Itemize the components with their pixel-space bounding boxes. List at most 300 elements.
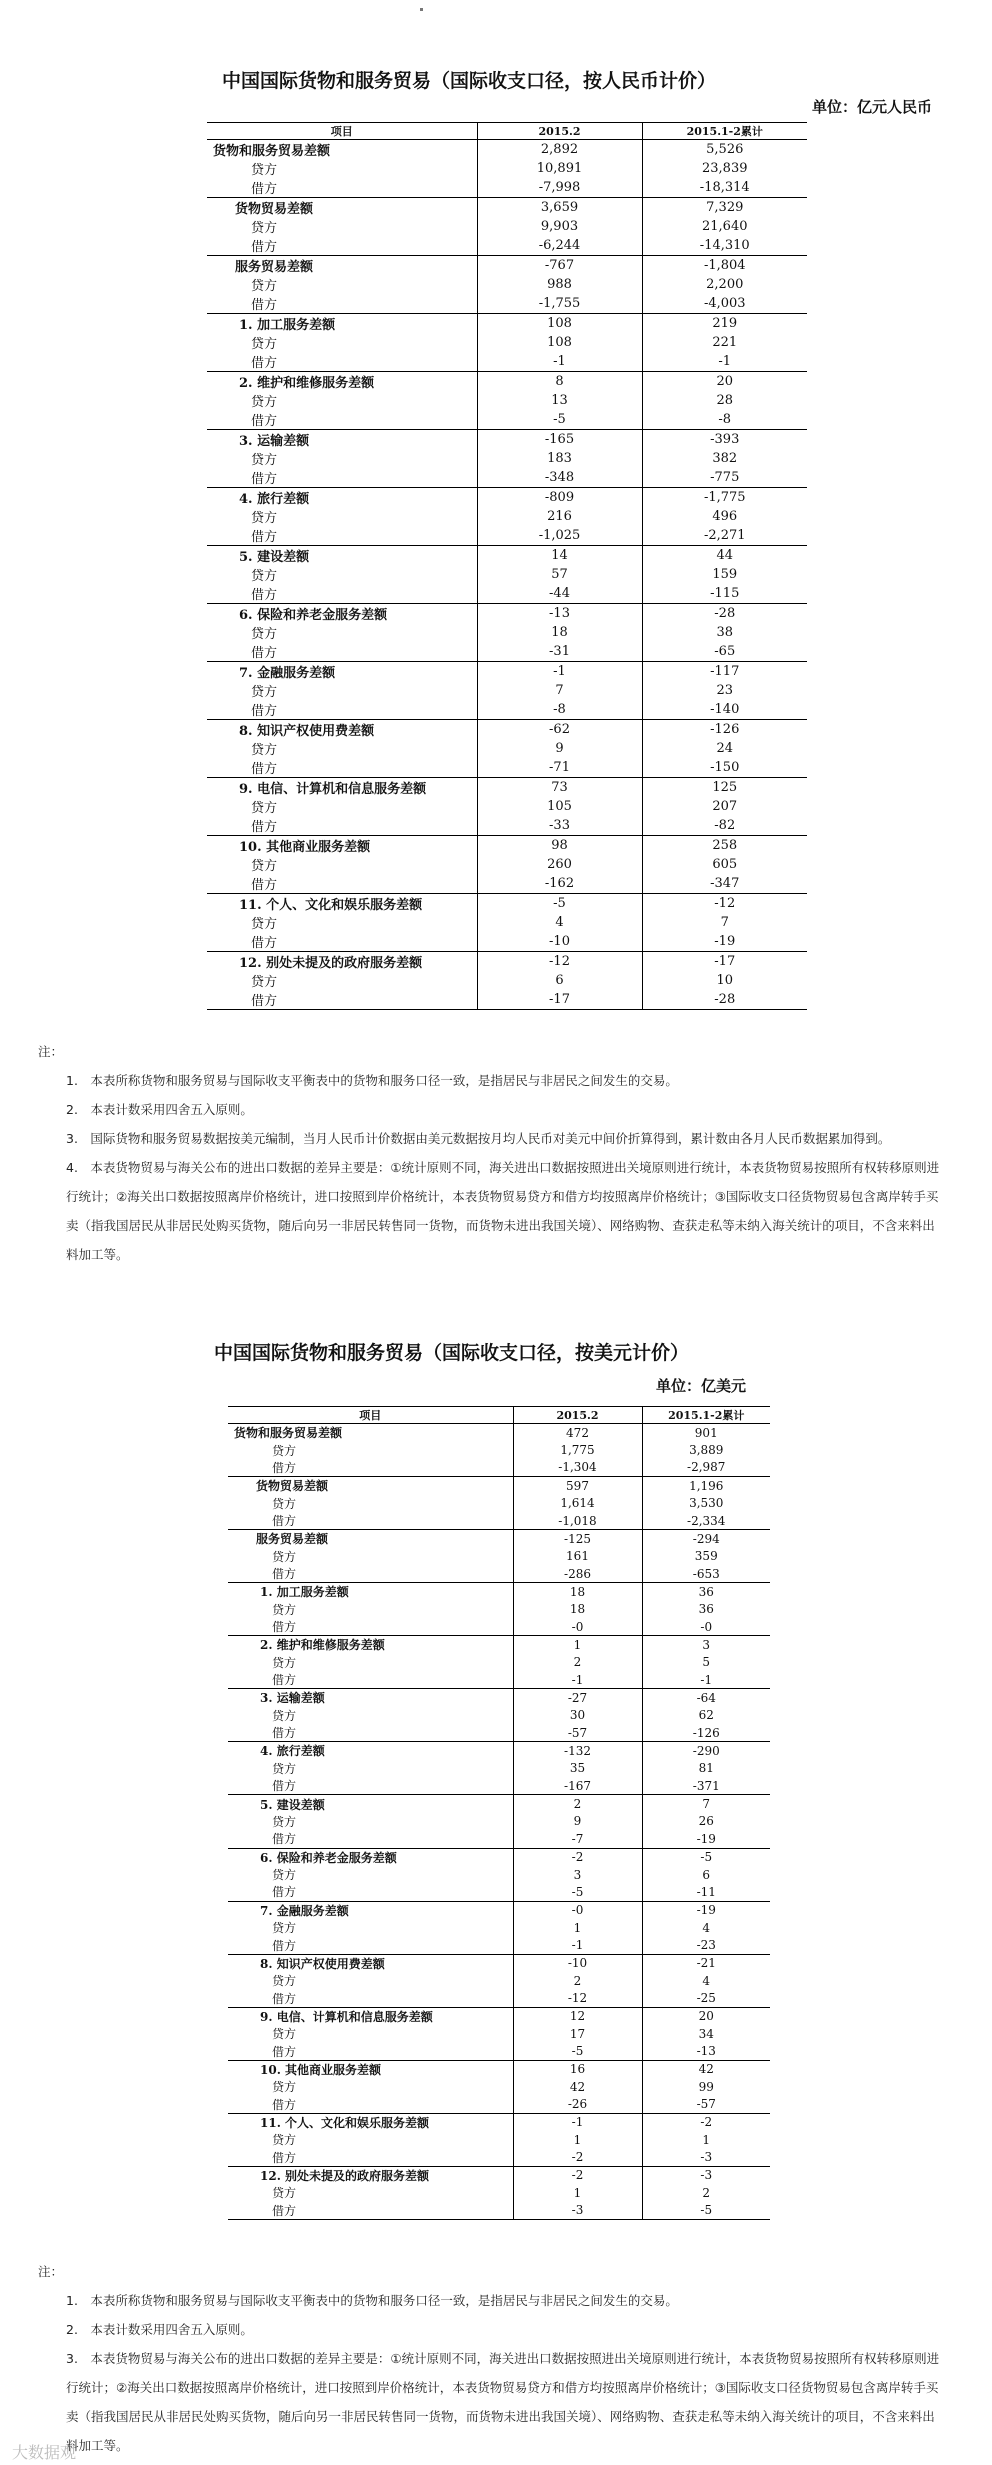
value-cumulative: 125 [642, 778, 807, 798]
table-row [228, 1547, 770, 1565]
header-month: 2015.2 [513, 1407, 642, 1424]
value-month: -10 [513, 1954, 642, 1972]
value-month: 9,903 [477, 217, 642, 236]
value-cumulative: 901 [642, 1424, 770, 1442]
value-cumulative: -2 [642, 2113, 770, 2131]
header-month: 2015.2 [477, 123, 642, 140]
table-row [207, 468, 807, 488]
row-label: 5. 建设差额 [207, 546, 477, 566]
table-row [207, 971, 807, 990]
value-month: 18 [513, 1600, 642, 1618]
value-month: -5 [513, 2043, 642, 2061]
value-cumulative: 23 [642, 681, 807, 700]
value-cumulative: 605 [642, 855, 807, 874]
row-label: 贷方 [272, 1602, 297, 1617]
value-cumulative: 3,530 [642, 1494, 770, 1512]
value-month: 105 [477, 797, 642, 816]
value-month: 16 [513, 2060, 642, 2078]
row-label: 借方 [272, 1514, 297, 1529]
value-cumulative: 3,889 [642, 1441, 770, 1459]
value-month: 7 [477, 681, 642, 700]
value-cumulative: -3 [642, 2149, 770, 2167]
table-row [207, 178, 807, 198]
note-2: 2. 本表计数采用四舍五入原则。 [66, 2322, 253, 2337]
value-month: -12 [477, 952, 642, 972]
table-row [228, 2166, 770, 2184]
value-month: -71 [477, 758, 642, 778]
row-label: 贷方 [251, 395, 278, 410]
value-cumulative: -13 [642, 2043, 770, 2061]
row-label: 借方 [251, 182, 278, 197]
row-label: 借方 [272, 1620, 297, 1635]
table-row [207, 198, 807, 218]
value-cumulative: 6 [642, 1866, 770, 1884]
value-month: -27 [513, 1689, 642, 1707]
value-cumulative: 99 [642, 2078, 770, 2096]
value-month: -132 [513, 1742, 642, 1760]
value-cumulative: 28 [642, 391, 807, 410]
value-month: 1,614 [513, 1494, 642, 1512]
value-cumulative: 36 [642, 1583, 770, 1601]
row-label: 6. 保险和养老金服务差额 [207, 604, 477, 624]
value-month: -809 [477, 488, 642, 508]
row-label: 货物贸易差额 [207, 198, 477, 218]
table-row [207, 990, 807, 1010]
table-row [207, 372, 807, 392]
value-month: -162 [477, 874, 642, 894]
table-row [228, 1830, 770, 1848]
value-cumulative: -371 [642, 1777, 770, 1795]
table-row [228, 1512, 770, 1530]
row-label: 借方 [251, 646, 278, 661]
row-label: 8. 知识产权使用费差额 [228, 1954, 513, 1972]
value-cumulative: 382 [642, 449, 807, 468]
row-label: 贷方 [251, 801, 278, 816]
value-cumulative: -19 [642, 1830, 770, 1848]
row-label: 借方 [251, 240, 278, 255]
watermark-logo: 大数据观 [12, 2443, 77, 2462]
value-cumulative: 1 [642, 2131, 770, 2149]
row-label: 2. 维护和维修服务差额 [228, 1636, 513, 1654]
value-month: -6,244 [477, 236, 642, 256]
table-row [228, 1848, 770, 1866]
row-label: 贷方 [272, 2027, 297, 2042]
value-month: -7 [513, 1830, 642, 1848]
row-label: 借方 [207, 990, 477, 1010]
value-cumulative: 221 [642, 333, 807, 352]
table-row [207, 739, 807, 758]
row-label: 贷方 [272, 2080, 297, 2095]
row-label: 9. 电信、计算机和信息服务差额 [207, 778, 477, 798]
value-cumulative: 24 [642, 739, 807, 758]
rmb-table-body [207, 140, 807, 1010]
table-row [207, 217, 807, 236]
table-row [207, 391, 807, 410]
table-row [207, 294, 807, 314]
value-cumulative: -21 [642, 1954, 770, 1972]
row-label: 10. 其他商业服务差额 [207, 836, 477, 856]
row-label: 贷方 [251, 279, 278, 294]
value-month: 1,775 [513, 1441, 642, 1459]
value-month: 17 [513, 2025, 642, 2043]
table-row [228, 1795, 770, 1813]
row-label: 借方 [251, 762, 278, 777]
row-label: 贷方 [251, 337, 278, 352]
table-row [207, 275, 807, 294]
value-cumulative: 219 [642, 314, 807, 334]
row-label: 11. 个人、文化和娱乐服务差额 [207, 894, 477, 914]
row-label: 借方 [272, 1673, 297, 1688]
table-row [207, 256, 807, 276]
value-cumulative: -3 [642, 2166, 770, 2184]
table-header-row [228, 1407, 770, 1424]
value-month: -286 [513, 1565, 642, 1583]
value-cumulative: 81 [642, 1760, 770, 1778]
row-label: 借方 [272, 1832, 297, 1847]
value-month: 108 [477, 333, 642, 352]
value-cumulative: -23 [642, 1936, 770, 1954]
table-row [207, 681, 807, 700]
row-label: 贷方 [272, 1921, 297, 1936]
value-month: -57 [513, 1724, 642, 1742]
row-label: 借方 [272, 2150, 297, 2165]
value-cumulative: -653 [642, 1565, 770, 1583]
row-label: 借方 [251, 588, 278, 603]
value-month: 98 [477, 836, 642, 856]
value-month: -165 [477, 430, 642, 450]
row-label: 货物和服务贸易差额 [207, 140, 477, 160]
table-row [207, 604, 807, 624]
table-row [228, 2113, 770, 2131]
row-label: 贷方 [251, 627, 278, 642]
value-cumulative: -25 [642, 1990, 770, 2008]
table-row [207, 430, 807, 450]
table-row [228, 2025, 770, 2043]
value-cumulative: -117 [642, 662, 807, 682]
row-label: 贷方 [251, 975, 278, 990]
row-label: 11. 个人、文化和娱乐服务差额 [228, 2113, 513, 2131]
value-cumulative: -8 [642, 410, 807, 430]
value-cumulative: 207 [642, 797, 807, 816]
table-row [228, 1671, 770, 1689]
value-month: 1 [513, 2131, 642, 2149]
value-month: -13 [477, 604, 642, 624]
row-label: 4. 旅行差额 [207, 488, 477, 508]
table-row [207, 449, 807, 468]
value-cumulative: -347 [642, 874, 807, 894]
value-cumulative: -2,271 [642, 526, 807, 546]
table-row [228, 1760, 770, 1778]
value-cumulative: -2,987 [642, 1459, 770, 1477]
value-cumulative: -57 [642, 2096, 770, 2114]
row-label: 9. 电信、计算机和信息服务差额 [228, 2007, 513, 2025]
table-row [207, 642, 807, 662]
value-month: 2 [513, 1653, 642, 1671]
note-2: 2. 本表计数采用四舍五入原则。 [66, 1102, 253, 1117]
value-month: 108 [477, 314, 642, 334]
usd-unit-label: 单位：亿美元 [656, 1377, 747, 1395]
table-row [228, 1883, 770, 1901]
table-row [207, 314, 807, 334]
value-month: 472 [513, 1424, 642, 1442]
value-cumulative: -393 [642, 430, 807, 450]
value-cumulative: -14,310 [642, 236, 807, 256]
value-month: 42 [513, 2078, 642, 2096]
value-cumulative: 1,196 [642, 1477, 770, 1495]
row-label: 贷方 [272, 2133, 297, 2148]
value-month: -2 [513, 1848, 642, 1866]
usd-trade-table [228, 1406, 770, 2220]
value-month: 597 [513, 1477, 642, 1495]
value-month: -1 [477, 662, 642, 682]
table-row [228, 1724, 770, 1742]
row-label: 贷方 [251, 453, 278, 468]
table-row [207, 913, 807, 932]
value-cumulative: -4,003 [642, 294, 807, 314]
value-cumulative: -1,775 [642, 488, 807, 508]
value-cumulative: -5 [642, 1848, 770, 1866]
value-month: 8 [477, 372, 642, 392]
table-row [207, 952, 807, 972]
value-month: 1 [513, 1919, 642, 1937]
row-label: 借方 [272, 1567, 297, 1582]
value-month: 9 [513, 1813, 642, 1831]
table-row [228, 1813, 770, 1831]
value-month: 57 [477, 565, 642, 584]
table-row [228, 1459, 770, 1477]
table-row [207, 352, 807, 372]
value-cumulative: 21,640 [642, 217, 807, 236]
row-label: 借方 [272, 2044, 297, 2059]
value-cumulative: 42 [642, 2060, 770, 2078]
value-cumulative: 4 [642, 1919, 770, 1937]
row-label: 1. 加工服务差额 [207, 314, 477, 334]
value-cumulative: 7 [642, 1795, 770, 1813]
usd-table-title: 中国国际货物和服务贸易（国际收支口径，按美元计价） [214, 1342, 690, 1364]
row-label: 5. 建设差额 [228, 1795, 513, 1813]
table-row [228, 1936, 770, 1954]
value-cumulative: -18,314 [642, 178, 807, 198]
rmb-notes [38, 1037, 943, 1269]
table-row [228, 1618, 770, 1636]
row-label: 12. 别处未提及的政府服务差额 [207, 952, 477, 972]
row-label: 3. 运输差额 [207, 430, 477, 450]
table-row [228, 1777, 770, 1795]
value-month: -348 [477, 468, 642, 488]
usd-table-body [228, 1424, 770, 2220]
value-cumulative: -28 [642, 604, 807, 624]
header-item: 项目 [228, 1407, 513, 1424]
value-cumulative: 26 [642, 1813, 770, 1831]
value-month: -0 [513, 1618, 642, 1636]
value-month: -62 [477, 720, 642, 740]
row-label: 借方 [251, 936, 278, 951]
row-label: 贷方 [272, 1655, 297, 1670]
value-month: 260 [477, 855, 642, 874]
table-row [207, 662, 807, 682]
table-row [228, 1707, 770, 1725]
value-month: 3 [513, 1866, 642, 1884]
row-label: 借方 [272, 1885, 297, 1900]
table-row [228, 1600, 770, 1618]
table-row [228, 2060, 770, 2078]
value-cumulative: -17 [642, 952, 807, 972]
row-label: 6. 保险和养老金服务差额 [228, 1848, 513, 1866]
row-label: 借方 [272, 1938, 297, 1953]
value-cumulative: -0 [642, 1618, 770, 1636]
value-cumulative: 7 [642, 913, 807, 932]
value-cumulative: 2 [642, 2184, 770, 2202]
row-label: 贷方 [272, 1974, 297, 1989]
row-label: 贷方 [272, 2186, 297, 2201]
table-row [228, 1901, 770, 1919]
value-month: 1 [513, 1636, 642, 1654]
table-row [228, 2131, 770, 2149]
value-cumulative: 496 [642, 507, 807, 526]
value-cumulative: 5,526 [642, 140, 807, 160]
table-row [207, 488, 807, 508]
row-label: 借方 [251, 820, 278, 835]
value-cumulative: 5 [642, 1653, 770, 1671]
row-label: 借方 [272, 1726, 297, 1741]
value-cumulative: 258 [642, 836, 807, 856]
row-label: 借方 [272, 1460, 297, 1475]
table-row [228, 1494, 770, 1512]
value-cumulative: -1 [642, 1671, 770, 1689]
value-month: 18 [513, 1583, 642, 1601]
value-month: -125 [513, 1530, 642, 1548]
table-row [207, 932, 807, 952]
value-month: 183 [477, 449, 642, 468]
note-1: 1. 本表所称货物和服务贸易与国际收支平衡表中的货物和服务口径一致，是指居民与非居民之间发生的交易。 [66, 1073, 678, 1088]
table-row [207, 140, 807, 160]
value-month: 2,892 [477, 140, 642, 160]
table-row [228, 2078, 770, 2096]
value-month: 2 [513, 1795, 642, 1813]
note-3: 3. 本表货物贸易与海关公布的进出口数据的差异主要是：①统计原则不同，海关进出口数据按照进出关境原则进行统计，本表货物贸易按照所有权转移原则进行统计；②海关出口数据按照离岸价格统计，进口按照到岸价格统计，本表货物贸易贷方和借方均按照离岸价格统计；③国际收支口径货物贸易包含离岸转手买卖（指我国居民从非居民处购买货物，随后向另一非居民转售同一货物，而货物未进出我国关境）、网络购物、查获走私等未纳入海关统计的项目，不含来料出料加工等。 [66, 2351, 940, 2453]
value-cumulative: 36 [642, 1600, 770, 1618]
value-month: -31 [477, 642, 642, 662]
value-cumulative: 2,200 [642, 275, 807, 294]
table-row [207, 874, 807, 894]
value-cumulative: -82 [642, 816, 807, 836]
row-label: 3. 运输差额 [228, 1689, 513, 1707]
table-row [207, 700, 807, 720]
header-cumulative: 2015.1-2累计 [642, 1407, 770, 1424]
row-label: 贷方 [272, 1549, 297, 1564]
value-month: 30 [513, 1707, 642, 1725]
row-label: 贷方 [251, 221, 278, 236]
value-month: -1 [513, 1671, 642, 1689]
row-label: 借方 [251, 530, 278, 545]
value-month: -26 [513, 2096, 642, 2114]
value-month: 4 [477, 913, 642, 932]
value-cumulative: -64 [642, 1689, 770, 1707]
row-label: 贷方 [272, 1868, 297, 1883]
value-cumulative: -11 [642, 1883, 770, 1901]
value-month: 1 [513, 2184, 642, 2202]
table-row [228, 1583, 770, 1601]
value-cumulative: 7,329 [642, 198, 807, 218]
value-month: -1 [513, 2113, 642, 2131]
value-cumulative: 23,839 [642, 159, 807, 178]
table-row [207, 236, 807, 256]
value-month: -1,018 [513, 1512, 642, 1530]
row-label: 贷方 [272, 1496, 297, 1511]
value-month: -10 [477, 932, 642, 952]
row-label: 贷方 [251, 859, 278, 874]
value-month: -1 [477, 352, 642, 372]
row-label: 7. 金融服务差额 [228, 1901, 513, 1919]
row-label: 借方 [251, 298, 278, 313]
value-cumulative: 159 [642, 565, 807, 584]
table-row [207, 836, 807, 856]
value-month: -5 [477, 894, 642, 914]
row-label: 货物贸易差额 [228, 1477, 513, 1495]
table-row [207, 584, 807, 604]
table-row [207, 526, 807, 546]
value-cumulative: 62 [642, 1707, 770, 1725]
row-label: 1. 加工服务差额 [228, 1583, 513, 1601]
value-cumulative: -775 [642, 468, 807, 488]
table-row [228, 2096, 770, 2114]
table-row [207, 778, 807, 798]
value-cumulative: -294 [642, 1530, 770, 1548]
value-month: -1,025 [477, 526, 642, 546]
table-row [207, 159, 807, 178]
row-label: 贷方 [251, 743, 278, 758]
value-cumulative: -65 [642, 642, 807, 662]
value-month: -5 [477, 410, 642, 430]
value-month: 35 [513, 1760, 642, 1778]
row-label: 贷方 [251, 569, 278, 584]
value-month: -1,755 [477, 294, 642, 314]
table-row [207, 546, 807, 566]
table-row [228, 1653, 770, 1671]
value-month: 6 [477, 971, 642, 990]
value-cumulative: 3 [642, 1636, 770, 1654]
value-month: 13 [477, 391, 642, 410]
value-cumulative: -5 [642, 2202, 770, 2220]
value-month: 216 [477, 507, 642, 526]
row-label: 贷方 [251, 511, 278, 526]
value-month: 12 [513, 2007, 642, 2025]
table-row [228, 1530, 770, 1548]
table-row [228, 1477, 770, 1495]
value-cumulative: -115 [642, 584, 807, 604]
table-row [228, 1990, 770, 2008]
row-label: 借方 [272, 1991, 297, 2006]
row-label: 7. 金融服务差额 [207, 662, 477, 682]
table-row [207, 894, 807, 914]
value-month: 2 [513, 1972, 642, 1990]
row-label: 2. 维护和维修服务差额 [207, 372, 477, 392]
value-cumulative: -19 [642, 1901, 770, 1919]
row-label: 服务贸易差额 [228, 1530, 513, 1548]
table-row [228, 1972, 770, 1990]
row-label: 借方 [251, 878, 278, 893]
value-cumulative: 4 [642, 1972, 770, 1990]
usd-notes [38, 2257, 943, 2460]
value-cumulative: -290 [642, 1742, 770, 1760]
table-row [207, 333, 807, 352]
value-cumulative: 44 [642, 546, 807, 566]
value-cumulative: -19 [642, 932, 807, 952]
value-cumulative: -150 [642, 758, 807, 778]
table-header-row [207, 123, 807, 140]
row-label: 借方 [251, 356, 278, 371]
table-row [207, 623, 807, 642]
